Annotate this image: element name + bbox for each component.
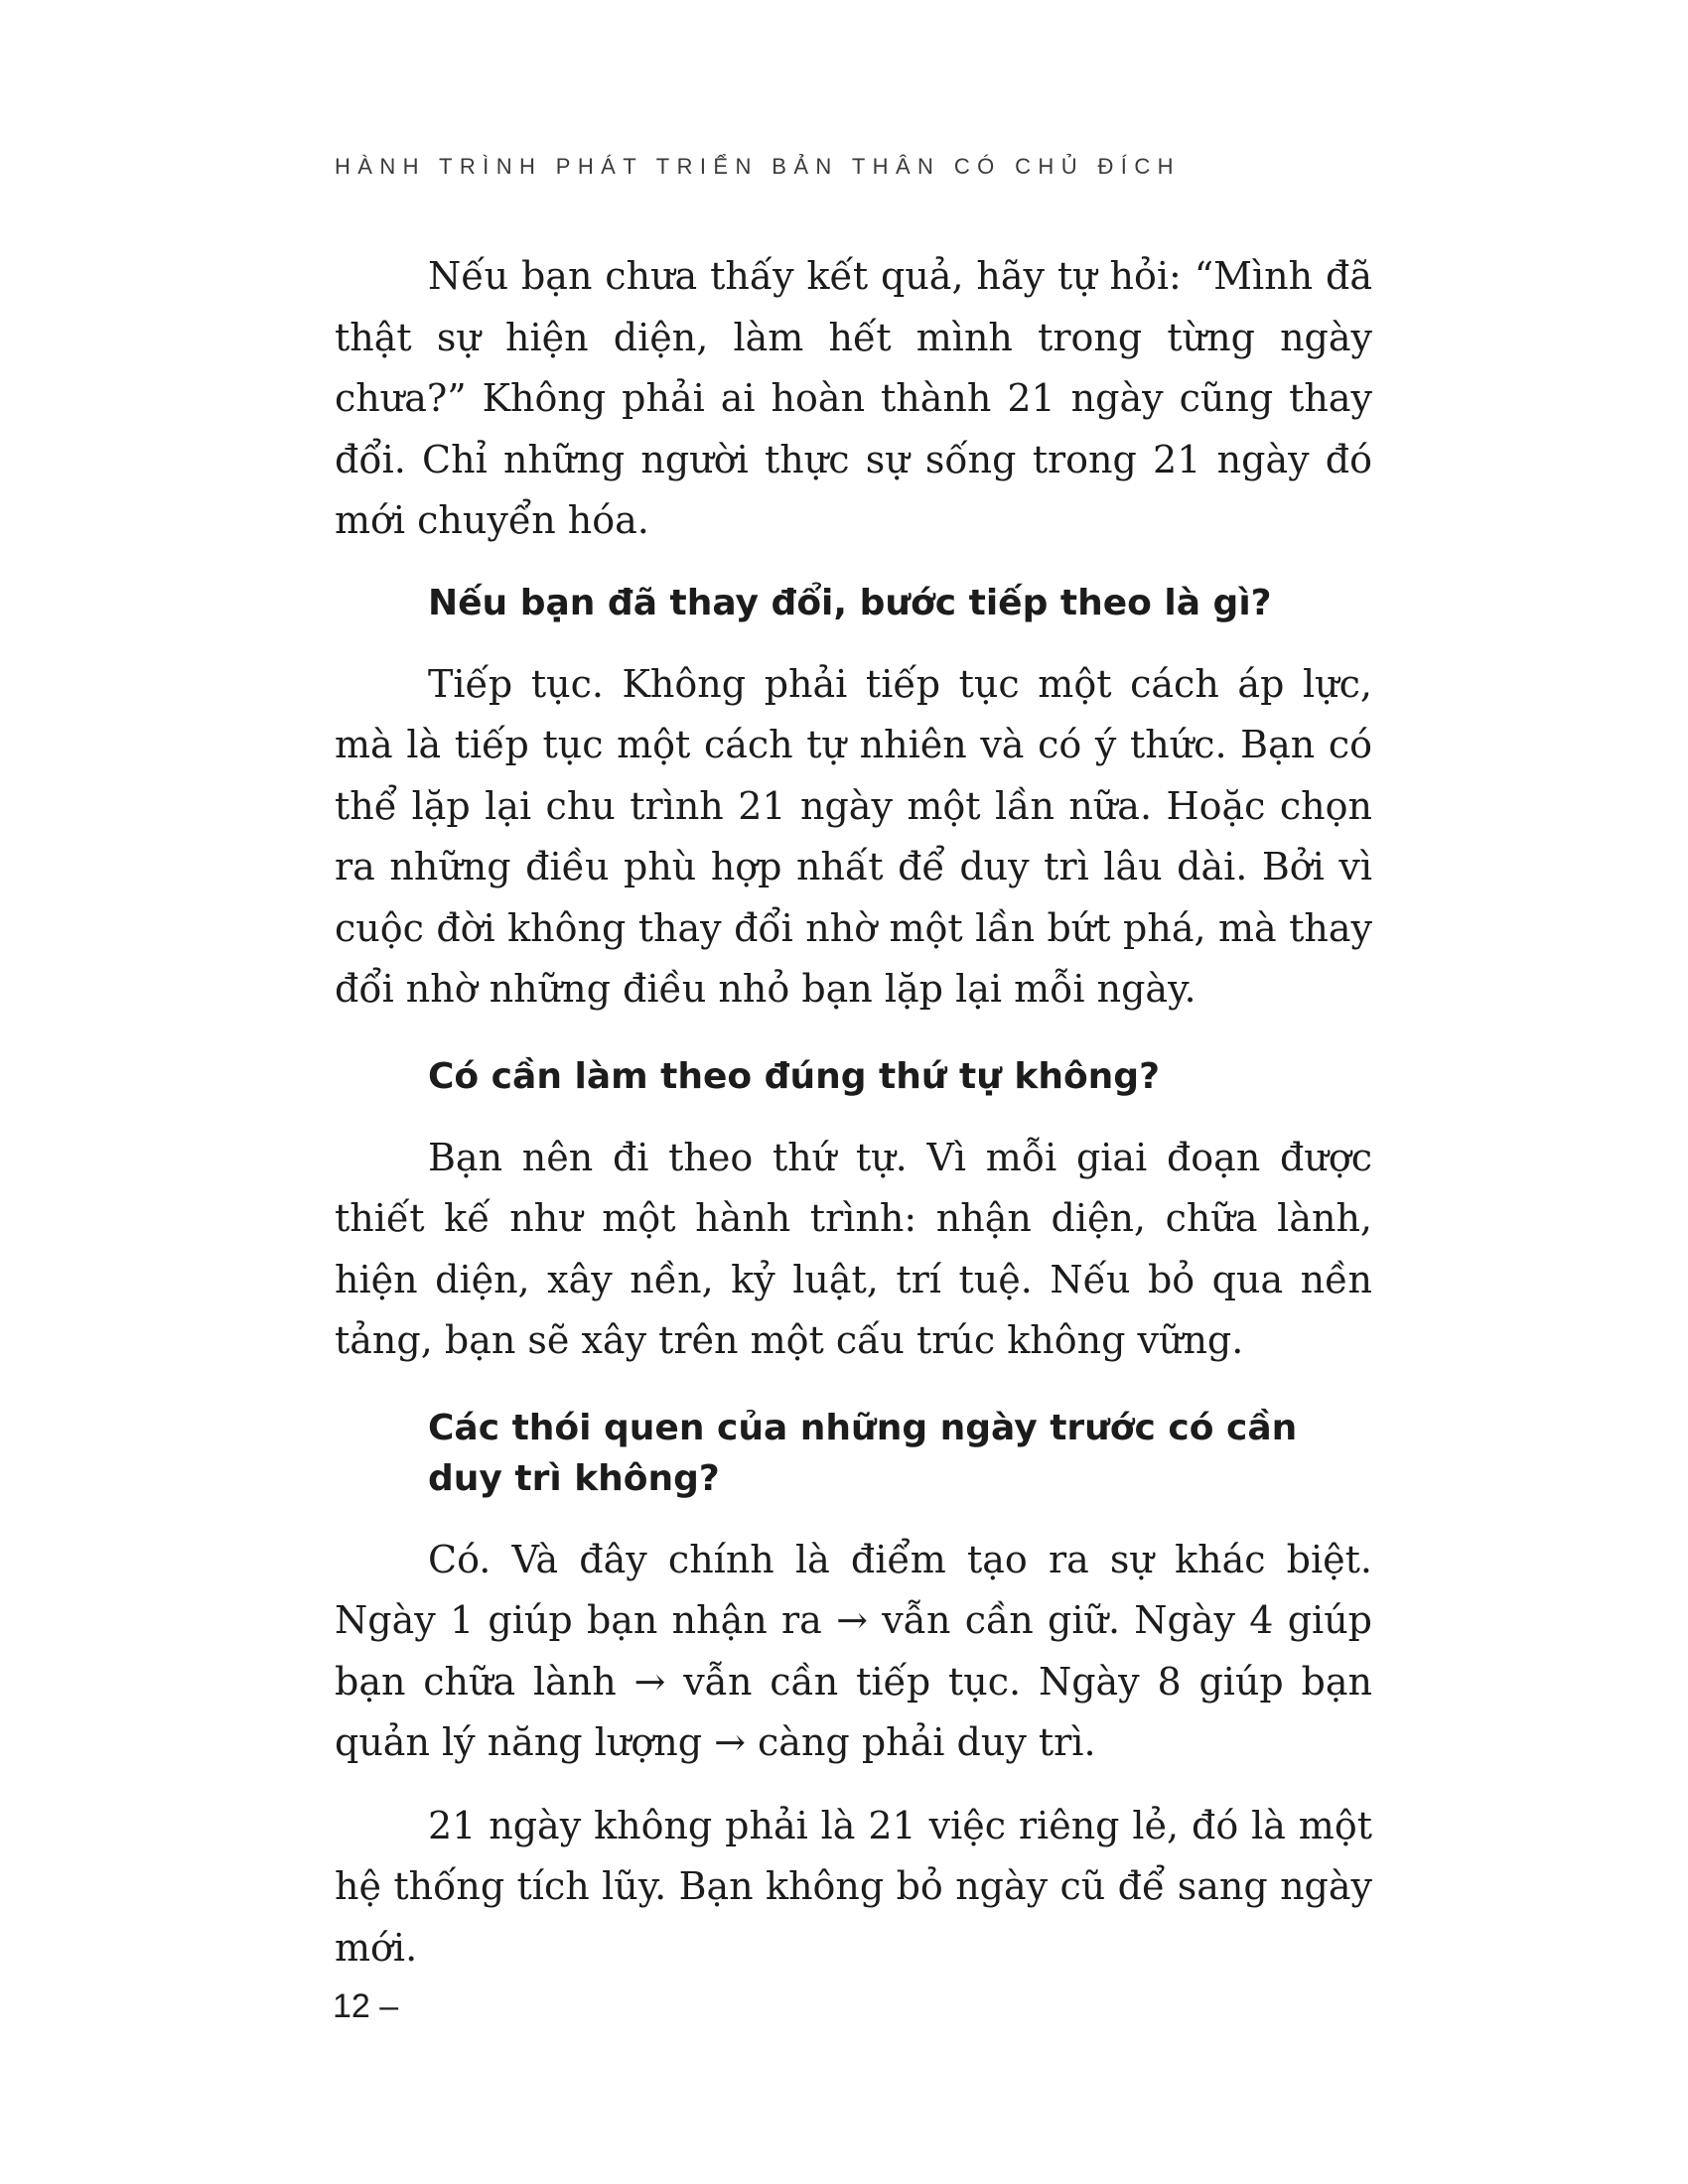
page-body [335, 246, 1372, 1979]
paragraph-4: Có. Và đây chính là điểm tạo ra sự khác biệt. Ngày 1 giúp bạn nhận ra → vẫn cần giữ. Ngày 4 giúp bạn chữa lành → vẫn cần tiếp tục. Ngày 8 giúp bạn quản lý năng lượng → càng phải duy trì. [335, 1537, 1372, 1764]
paragraph-2: Tiếp tục. Không phải tiếp tục một cách áp lực, mà là tiếp tục một cách tự nhiên và có ý thức. Bạn có thể lặp lại chu trình 21 ngày một lần nữa. Hoặc chọn ra những điều phù hợp nhất để duy trì lâu dài. Bởi vì cuộc đời không thay đổi nhờ một lần bứt phá, mà thay đổi nhờ những điều nhỏ bạn lặp lại mỗi ngày. [335, 661, 1372, 1011]
heading-order: Có cần làm theo đúng thứ tự không? [428, 1055, 1160, 1097]
heading-habits: Các thói quen của những ngày trước có cần duy trì không? [428, 1407, 1298, 1499]
paragraph-1: Nếu bạn chưa thấy kết quả, hãy tự hỏi: “Mình đã thật sự hiện diện, làm hết mình trong từng ngày chưa?” Không phải ai hoàn thành 21 ngày cũng thay đổi. Chỉ những người thực sự sống trong 21 ngày đó mới chuyển hóa. [335, 254, 1372, 542]
running-header: HÀNH TRÌNH PHÁT TRIỂN BẢN THÂN CÓ CHỦ ĐÍCH [335, 154, 1181, 179]
paragraph-5: 21 ngày không phải là 21 việc riêng lẻ, đó là một hệ thống tích lũy. Bạn không bỏ ngày cũ để sang ngày mới. [335, 1803, 1372, 1970]
page-number: 12 – [333, 1987, 399, 2025]
heading-next-step: Nếu bạn đã thay đổi, bước tiếp theo là gì? [428, 582, 1272, 623]
paragraph-3: Bạn nên đi theo thứ tự. Vì mỗi giai đoạn được thiết kế như một hành trình: nhận diện, chữa lành, hiện diện, xây nền, kỷ luật, trí tuệ. Nếu bỏ qua nền tảng, bạn sẽ xây trên một cấu trúc không vững. [335, 1135, 1372, 1362]
